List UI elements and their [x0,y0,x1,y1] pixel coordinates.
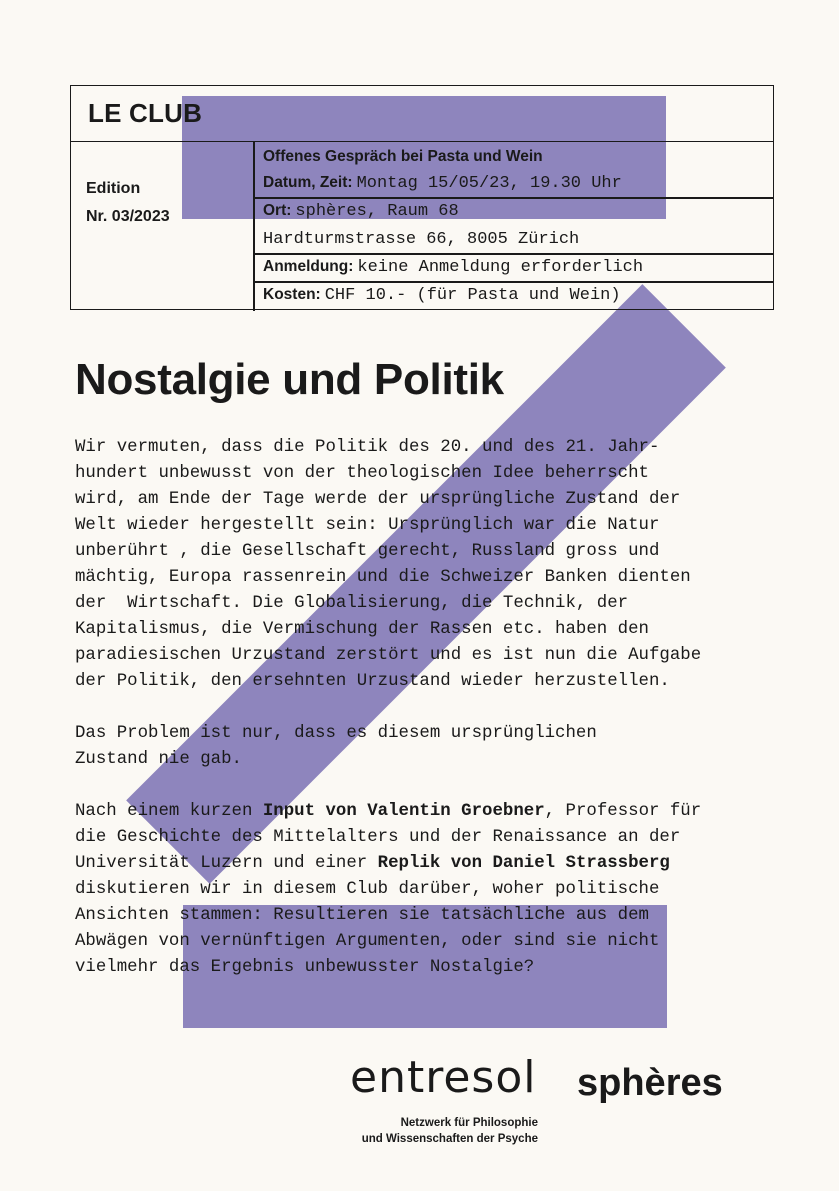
ort-value: sphères, Raum 68 [295,202,459,221]
spheres-logo: sphères [577,1062,723,1104]
address-row [254,230,773,249]
paragraph-text: Nach einem kurzen [75,802,263,821]
anmeldung-label: Anmeldung: [263,258,354,275]
edition-line-1: Edition [86,180,141,197]
datum-value: Montag 15/05/23, 19.30 Uhr [356,174,622,193]
datum-row [254,174,773,193]
paragraph-intro: Wir vermuten, dass die Politik des 20. und des 21. Jahr- hundert unbewusst von der theologischen Idee beherrscht wird, am Ende der Tage werde der ursprüngliche Zustand der Welt wieder hergestellt sein: Ursprünglich war die Natur unberührt , die Gesellschaft gerecht, Russland gross und mächtig, Europa rassenrein und die Schweizer Banken dienten der Wirtschaft. Die Globalisierung, die Technik, der Kapitalismus, die Vermischung der Rassen etc. haben den paradiesischen Urzustand zerstört und es ist nun die Aufgabe der Politik, den ersehnten Urzustand wieder herzustellen. [75,438,702,691]
paragraph-text: , Professor für die Geschichte des Mittelalters und der Renaissance an der Universität Luzern und einer [75,802,702,873]
ort-row [254,202,773,221]
headline: Nostalgie und Politik [75,355,504,404]
club-title: LE CLUB [88,98,203,128]
tagline-line-1: Netzwerk für Philosophie [400,1117,538,1129]
kosten-value: CHF 10.- (für Pasta und Wein) [324,286,621,305]
tagline-line-2: und Wissenschaften der Psyche [361,1133,538,1145]
table-divider [254,197,773,199]
anmeldung-value: keine Anmeldung erforderlich [357,258,644,277]
entresol-logo: entresol [350,1052,537,1103]
address-value: Hardturmstrasse 66, 8005 Zürich [263,230,580,249]
edition-label [86,175,170,231]
paragraph-problem: Das Problem ist nur, dass es diesem ursprünglichen Zustand nie gab. [75,724,597,769]
edition-number: Nr. 03/2023 [86,208,170,225]
event-title: Offenes Gespräch bei Pasta und Wein [263,148,543,165]
entresol-tagline [330,1115,538,1147]
table-divider [254,253,773,255]
paragraph-discussion [75,799,805,981]
club-header-row [71,86,773,142]
anmeldung-row [254,258,773,277]
speaker-replik: Replik von Daniel Strassberg [377,854,670,873]
table-divider [254,281,773,283]
ort-label: Ort: [263,202,292,219]
event-info-table [70,85,774,310]
paragraph-text: diskutieren wir in diesem Club darüber, woher politische Ansichten stammen: Resultieren sie tatsächliche aus dem Abwägen von vernünftigen Argumenten, oder sind sie nicht vielmehr das Ergebnis unbewusster Nostalgie? [75,880,660,977]
event-title-row [254,148,773,166]
kosten-row [254,286,773,305]
speaker-input: Input von Valentin Groebner [262,802,545,821]
datum-label: Datum, Zeit: [263,174,353,191]
kosten-label: Kosten: [263,286,321,303]
